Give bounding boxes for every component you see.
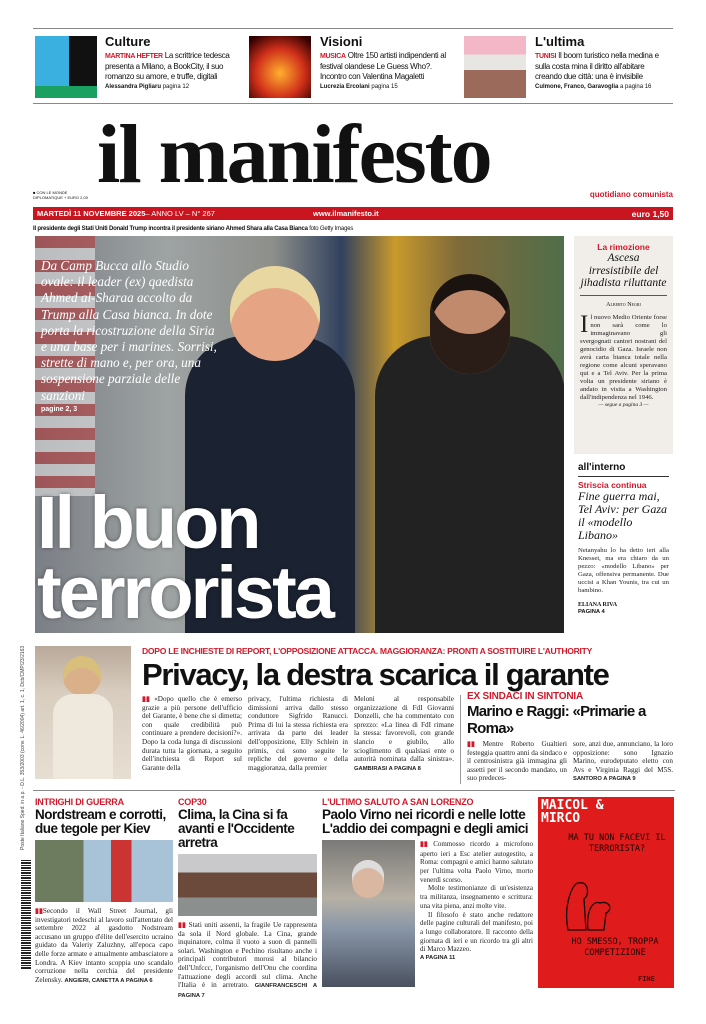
cop30-photo xyxy=(178,854,317,916)
continued-link[interactable]: — segue a pagina 3 — xyxy=(598,401,649,408)
roma-article[interactable] xyxy=(467,691,673,784)
kicker: INTRIGHI DI GUERRA xyxy=(35,796,124,807)
teaser-byline: Lucrezia Ercolani xyxy=(320,84,370,90)
postal-notice: Poste Italiane Sped. in a.p. - D.L. 353/2003 (conv. L. 46/2004) art. 1, c. 1, Dcb/CMP/23/2163 xyxy=(20,645,26,850)
lower-section xyxy=(35,646,673,1000)
teaser-kicker: MUSICA xyxy=(320,53,346,60)
cartoon-end: FINE xyxy=(638,974,655,983)
privacy-row xyxy=(35,646,673,784)
lead-headline xyxy=(37,476,561,633)
kicker: COP30 xyxy=(178,796,207,807)
rule xyxy=(33,790,675,791)
body-text: Il filosofo è stato anche redattore delle pagine culturali del manifesto, poi a lungo collaboratore. Il racconto della giornata di ieri e un ricordo tra gli altri di Marco Mazzeo. xyxy=(420,910,533,954)
kicker: DOPO LE INCHIESTE DI REPORT, L'OPPOSIZIONE ATTACCA. MAGGIORANZA: PRONTI A SOSTITUIRE L'AUTHORITY xyxy=(142,646,593,656)
kicker: L'ULTIMO SALUTO A SAN LORENZO xyxy=(322,796,474,807)
body-text: Mentre Roberto Gualtieri festeggia quattro anni da sindaco e il centrosinistra già immagina gli assetti per il secondo mandato, un suo predeces- xyxy=(467,740,567,783)
page-ref: SANTORO A PAGINA 9 xyxy=(573,776,636,783)
kicker: EX SINDACI IN SINTONIA xyxy=(467,691,583,702)
body-text: Commosso ricordo a microfono aperto ieri a Esc atelier autogestito, a Roma: compagni e amici hanno salutato per l'ultima volta Paolo Virno, morto venerdì scorso. xyxy=(420,839,533,884)
privacy-columns xyxy=(142,691,673,784)
roma-col-2 xyxy=(573,740,673,784)
sidebar-kicker: Striscia continua xyxy=(578,480,647,490)
price: euro 1,50 xyxy=(631,208,669,219)
headline-line-2: terrorista xyxy=(37,551,332,633)
sidebar-headline: Ascesa irresistibile del jihadista riluttante xyxy=(580,252,667,289)
sidebar-rimozione[interactable] xyxy=(574,236,673,454)
issue-number: – ANNO LV – N° 267 xyxy=(145,209,215,218)
cartoon-figures-icon xyxy=(558,875,618,935)
kiev-photo xyxy=(35,840,173,902)
sidebar-author: ELIANA RIVA xyxy=(578,602,618,608)
virno-body: ▮▮ Commosso ricordo a microfono aperto ieri a Esc atelier autogestito, a Roma: compagni e amici hanno salutato per l'ultima volta Paolo Virno, morto venerdì scorso. Molte testimonianze di un'esistenza tra militanza, insegnamento e scrittura: una vita piena, anzi molte vite. Il filosofo è stato anche redattore delle pagine culturali del manifesto, poi a lungo collaboratore. Il racconto della giornata di ieri e un ricordo tra gli altri di Marco Mazzeo. A PAGINA 11 xyxy=(420,839,533,962)
dropcap: I xyxy=(580,310,589,338)
lead-photo xyxy=(35,236,564,633)
body-text: Meloni al responsabile organizzazione di FdI Giovanni Donzelli, che ha commentato con sprezzo: «La linea di FdI rimane la stessa: favorevoli, con grande slancio e giubilo, allo scioglimento di qualsiasi ente o autorità nominata dalla sinistra». xyxy=(354,695,454,764)
page-ref: GAMBIRASI A PAGINA 8 xyxy=(354,765,421,772)
date: MARTEDÌ 11 NOVEMBRE 2025 xyxy=(37,209,146,218)
lead-text xyxy=(37,258,561,633)
headline: Marino e Raggi: «Primarie a Roma» xyxy=(467,703,646,737)
teaser-kicker: TUNISI xyxy=(535,53,557,60)
teaser-text: La scrittrice tedesca presenta a Milano, a BookCity, il suo romanzo su amore, e truffe, digitali xyxy=(105,51,230,81)
masthead-tagline: quotidiano comunista xyxy=(589,190,673,199)
privacy-col-2 xyxy=(248,695,348,784)
bottom-row xyxy=(35,797,673,1000)
cartoon xyxy=(538,797,674,988)
teaser-section: Culture xyxy=(105,34,151,49)
teaser-byline: Culmone, Franco, Garavoglia xyxy=(535,84,619,90)
virno-article[interactable] xyxy=(322,797,533,1000)
teaser-byline: Alessandra Pigliaru xyxy=(105,84,162,90)
teaser-page: pagina 15 xyxy=(371,84,398,90)
sidebar-body: Netanyahu lo ha detto ieri alla Knesset, ma era chiaro da un pezzo: «modello Libano» per Gaza, offensiva permanente. Due uccisi a Khan Younis, tra cui un bambino. xyxy=(578,547,669,594)
supplement-note: ■ CON LE MONDE DIPLOMATIQUE + EURO 2,00 xyxy=(33,190,88,200)
body-text: Molte testimonianze di un'esistenza tra militanza, insegnamento e scrittura: una vita piena, anzi molte vite. xyxy=(420,884,533,910)
body-text: privacy, l'ultima richiesta di dimissioni arriva dallo stesso conduttore Sigfrido Ranucci. Prima di lui la stessa richiesta era arrivata da parte dei leader dell'opposizione, Elly Schlein in primis, cui sono seguite le repliche del governo e della maggioranza, dalla premier xyxy=(248,695,348,772)
sidebar-body: l nuovo Medio Oriente forse non sarà come lo immaginavano gli svergognati cantori nostrani del genocidio di Gaza. Israele non avrà carta bianca totale nella regione come alcuni speravano qui e a Tel Aviv. Per la prima volta un presidente siriano è andato in visita a Washington dall'indipendenza nel 1946. xyxy=(580,313,667,401)
teaser-text: Il boom turistico nella medina e sulla costa mina il diritto all'abitare creando due città: una è invisibile xyxy=(535,51,659,81)
cartoon-signature: MAICOL & MIRCO xyxy=(541,797,604,826)
teaser-image xyxy=(249,36,311,98)
photo-caption xyxy=(33,225,673,233)
cop30-article[interactable]: COP30 Clima, la Cina si fa avanti e l'Occidente arretra ▮▮ Stati uniti assenti, la fragile Ue rappresenta da sola il Nord globale. La Cina, grande inquinatore, colma il vuoto a suon di pannelli solari. Washington e Pechino risultano anche i principali contributori morosi al bilancio dell'Unfccc, l'organismo dell'Onu che coordina l'attuazione degli accordi sul clima. Anche l'Italia è in arretrato. GIANFRANCESCHI A PAGINA 7 xyxy=(178,796,318,999)
privacy-photo xyxy=(35,646,131,779)
body-text: Stati uniti assenti, la fragile Ue rappresenta da sola il Nord globale. La Cina, grande inquinatore, colma il vuoto a suon di pannelli solari. Washington e Pechino risultano anche i principali contributori morosi al bilancio dell'Unfccc, l'organismo dell'Onu che coordina l'attuazione degli accordi sul clima. Anche l'Italia è in arretrato. xyxy=(178,920,317,990)
teaser-page: a pagina 16 xyxy=(620,84,652,90)
headline: Clima, la Cina si fa avanti e l'Occidente arretra xyxy=(178,806,295,850)
divider xyxy=(460,695,461,784)
virno-photo xyxy=(322,840,415,987)
privacy-article[interactable] xyxy=(142,646,673,784)
cartoon-balloon-2: HO SMESSO, TROPPA COMPETIZIONE xyxy=(571,936,659,958)
teaser-kicker: MARTINA HEFTER xyxy=(105,53,163,60)
cartoon-balloon-1: MA TU NON FACEVI IL TERRORISTA? xyxy=(568,832,666,854)
barcode xyxy=(21,860,31,970)
privacy-col-1: ▮▮ «Dopo quello che è emerso grazie a più persone dell'ufficio del Garante, è bene che si dimetta; con quale credibilità può continuare a prendere decisioni?». Dopo la coda lunga di discussioni durata tutta la giornata, a seguito dell'inchiesta di Report sul Garante della xyxy=(142,694,242,772)
roma-col-1: ▮▮ Mentre Roberto Gualtieri festeggia quattro anni da sindaco e il centrosinistra già immagina gli assetti per il secondo mandato, un suo predeces- xyxy=(467,739,567,783)
sidebar-headline: Fine guerra mai, Tel Aviv: per Gaza il «modello Libano» xyxy=(578,489,667,542)
rule xyxy=(33,103,673,104)
sidebar-kicker: La rimozione xyxy=(597,242,650,252)
body-text: Secondo il Wall Street Journal, gli investigatori tedeschi al lavoro sull'attentato del settembre 2022 al gasdotto Nodstream accusano un gruppo d'élite dell'esercito ucraino guidato da Valeriy Zaluzhny, all'epoca capo delle forze armate e attualmente ambasciatore a Londra. A Kiev intanto scoppia uno scandalo corruzione nella cerchia del presidente Zelensky. xyxy=(35,906,173,984)
page-ref: PAGINA 4 xyxy=(578,609,605,615)
headline-line-1: Il buon xyxy=(37,481,259,564)
website-link[interactable]: www.ilmanifesto.it xyxy=(313,209,379,218)
headline: Privacy, la destra scarica il garante xyxy=(142,657,609,692)
caption-text: Il presidente degli Stati Uniti Donald Trump incontra il presidente siriano Ahmed Shara alla Casa Bianca xyxy=(33,226,308,232)
page-ref: A PAGINA 11 xyxy=(420,955,456,962)
teaser-image xyxy=(35,36,97,98)
sidebar-column xyxy=(574,236,673,616)
body-text: sore, anzi due, annunciano, la loro opposizione: sono Ignazio Marino, eurodeputato eletto con Avs e Virginia Raggi del M5S. xyxy=(573,740,673,774)
headline: Nordstream e corrotti, due tegole per Kiev xyxy=(35,806,166,836)
teaser-text: Oltre 150 artisti indipendenti al festival olandese Le Guess Who?. Incontro con Valentina Magaletti xyxy=(320,51,446,81)
dateline-bar xyxy=(33,207,673,220)
sidebar-interno[interactable] xyxy=(574,462,673,616)
teaser-section: L'ultima xyxy=(535,34,585,49)
lead-pages: pagine 2, 3 xyxy=(41,405,78,413)
masthead-title: il manifesto xyxy=(97,108,491,201)
page-ref: ANGIERI, CANETTA A PAGINA 6 xyxy=(64,977,153,984)
kiev-article[interactable]: INTRIGHI DI GUERRA Nordstream e corrotti, due tegole per Kiev ▮▮Secondo il Wall Street Journal, gli investigatori tedeschi al lavoro sull'attentato del settembre 2022 al gasdotto Nodstream accusano un gruppo d'élite dell'esercito ucraino guidato da Valeriy Zaluzhny, all'epoca capo delle forze armate e attualmente ambasciatore a Londra. A Kiev intanto scoppia uno scandalo corruzione nella cerchia del presidente Zelensky. ANGIERI, CANETTA A PAGINA 6 xyxy=(35,796,173,984)
headline: Paolo Virno nei ricordi e nelle lotte L'addio dei compagni e degli amici xyxy=(322,806,529,836)
teaser-section: Visioni xyxy=(320,34,363,49)
photo-credit: foto Getty Images xyxy=(309,226,354,232)
page-ref: GIANFRANCESCHI A PAGINA 7 xyxy=(178,983,318,999)
teaser-image xyxy=(464,36,526,98)
privacy-col-3 xyxy=(354,695,454,784)
body-text: «Dopo quello che è emerso grazie a più persone dell'ufficio del Garante, è bene che si dimetta; con quale credibilità può continuare a prendere decisioni?». Dopo la coda lunga di discussioni durata tutta la giornata, a seguito dell'inchiesta di Report sul Garante della xyxy=(142,695,242,772)
section-label: all'interno xyxy=(578,462,669,477)
lead-standfirst: Da Camp Bucca allo Studio ovale: il leader (ex) qaedista Ahmed al-Sharaa accolto da Trump alla Casa bianca. In dote porta la ricostruzione della Siria e una base per i marines. Sorrisi, strette di mano e, per ora, una sospensione parziale delle sanzioni xyxy=(41,258,217,403)
divider xyxy=(580,295,667,296)
sidebar-author: Alberto Negri xyxy=(606,301,641,308)
teaser-page: pagina 12 xyxy=(162,84,190,90)
top-rule xyxy=(33,28,673,29)
